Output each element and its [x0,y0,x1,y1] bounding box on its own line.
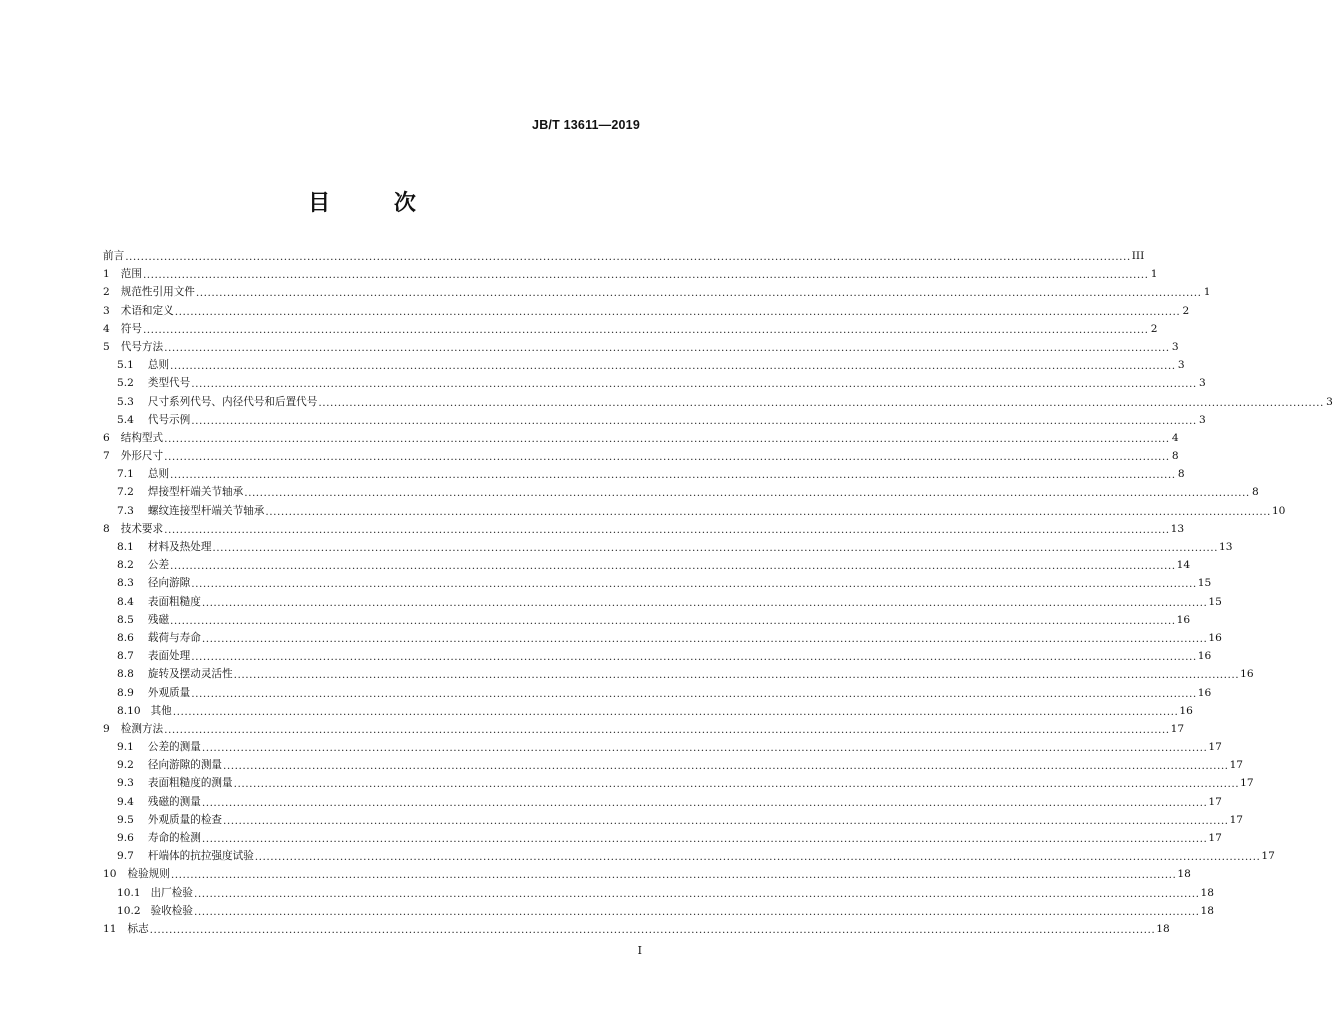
toc-entry [103,720,1185,738]
toc-entry-title: 径向游隙 [147,577,191,590]
toc-entry [103,338,1179,356]
toc-leader-dots: .................................................................................................................................................................................................................................................................... [201,596,1208,609]
toc-entry [103,429,1179,447]
toc-leader-dots: .................................................................................................................................................................................................................................................................... [170,360,1176,373]
toc-entry [103,611,1191,629]
toc-entry [103,320,1158,338]
toc-leader-dots: .................................................................................................................................................................................................................................................................... [191,687,1197,700]
toc-entry-number: 1 [103,268,110,281]
toc-entry-title: 公差的测量 [147,741,201,754]
toc-entry [103,629,1222,647]
toc-entry-number: 9.1 [117,741,134,754]
toc-leader-dots: .................................................................................................................................................................................................................................................................... [174,305,1181,318]
toc-entry-number: 7.3 [117,504,134,517]
toc-entry-title: 载荷与寿命 [147,631,201,644]
toc-entry-number: 6 [103,431,110,444]
toc-leader-dots: .................................................................................................................................................................................................................................................................... [172,705,1179,718]
toc-entry [103,702,1193,720]
toc-entry-number: 8.6 [117,631,134,644]
toc-leader-dots: .................................................................................................................................................................................................................................................................... [170,560,1176,573]
toc-entry [103,647,1212,665]
toc-entry-title: 径向游隙的测量 [147,759,223,772]
toc-entry-page: 13 [1170,522,1185,535]
toc-entry-number: 9.4 [117,795,134,808]
toc-entry-title: 范围 [120,268,142,281]
toc-entry-page: 10 [1271,504,1286,517]
toc-entry [103,920,1170,938]
toc-entry-number: 7 [103,450,110,463]
toc-entry-page: 15 [1197,577,1212,590]
toc-entry [103,593,1222,611]
toc-leader-dots: .................................................................................................................................................................................................................................................................... [223,814,1229,827]
toc-entry-title: 检测方法 [120,722,164,735]
toc-entry-title: 螺纹连接型杆端关节轴承 [147,504,265,517]
toc-entry-page: 18 [1177,868,1191,881]
toc-entry-page: 18 [1200,904,1214,917]
table-of-contents [103,247,1333,938]
toc-leader-dots: .................................................................................................................................................................................................................................................................... [254,851,1261,864]
toc-entry-page: 17 [1208,741,1222,754]
toc-entry-page: 16 [1197,686,1212,699]
toc-entry-title: 总则 [147,359,170,372]
toc-leader-dots: .................................................................................................................................................................................................................................................................... [201,742,1208,755]
toc-entry [103,847,1275,865]
toc-leader-dots: .................................................................................................................................................................................................................................................................... [191,578,1197,591]
toc-entry-number: 2 [103,286,110,299]
toc-entry [103,483,1259,501]
toc-entry [103,902,1214,920]
toc-entry-number: 7.1 [117,468,134,481]
toc-entry [103,793,1222,811]
toc-entry-page: 18 [1200,886,1214,899]
toc-entry-number: 7.2 [117,486,134,499]
toc-entry-number: 8.7 [117,650,134,663]
toc-entry-page: 16 [1179,704,1193,717]
toc-leader-dots: .................................................................................................................................................................................................................................................................... [244,487,1250,500]
toc-leader-dots: .................................................................................................................................................................................................................................................................... [164,723,1170,736]
toc-leader-dots: .................................................................................................................................................................................................................................................................... [265,505,1271,518]
toc-entry-page: 17 [1170,722,1185,735]
toc-leader-dots: .................................................................................................................................................................................................................................................................... [170,614,1176,627]
toc-entry [103,774,1254,792]
toc-leader-dots: .................................................................................................................................................................................................................................................................... [212,542,1218,554]
toc-entry-page: 17 [1208,795,1222,808]
toc-entry-title: 表面处理 [147,650,191,663]
toc-entry-number: 10.1 [117,886,141,899]
toc-entry-number: 3 [103,304,110,317]
toc-leader-dots: .................................................................................................................................................................................................................................................................... [164,523,1170,536]
toc-entry-number: 8.5 [117,613,134,626]
toc-entry [103,447,1179,465]
toc-leader-dots: .................................................................................................................................................................................................................................................................... [195,287,1202,300]
toc-entry-page: 16 [1240,668,1254,681]
toc-leader-dots: .................................................................................................................................................................................................................................................................... [233,669,1240,682]
toc-leader-dots: .................................................................................................................................................................................................................................................................... [191,378,1197,391]
toc-leader-dots: .................................................................................................................................................................................................................................................................... [191,651,1197,664]
toc-entry-page: 2 [1150,322,1158,335]
toc-entry-number: 9.6 [117,832,134,844]
toc-entry [103,465,1185,483]
toc-leader-dots: .................................................................................................................................................................................................................................................................... [142,269,1149,282]
toc-entry-title: 检验规则 [127,868,170,881]
toc-entry-number: 8.8 [117,668,134,681]
toc-entry-page: 8 [1252,486,1259,499]
toc-entry-title: 公差 [147,559,170,572]
toc-entry-page: III [1131,250,1145,262]
toc-entry-number: 9.3 [117,777,134,790]
toc-entry [103,538,1233,556]
toc-entry-title: 类型代号 [147,377,191,390]
toc-entry-number: 8.3 [117,577,134,590]
toc-entry-page: 2 [1182,304,1190,317]
toc-entry-title: 旋转及摆动灵活性 [147,668,233,681]
toc-leader-dots: .................................................................................................................................................................................................................................................................... [191,414,1197,427]
toc-entry-number: 8.1 [117,541,134,553]
toc-leader-dots: .................................................................................................................................................................................................................................................................... [193,887,1200,900]
toc-entry-number: 8.9 [117,686,134,699]
toc-entry-page: 8 [1171,450,1179,463]
toc-entry [103,411,1206,429]
toc-entry-page: 16 [1197,650,1212,663]
toc-entry-title: 外形尺寸 [120,450,164,463]
toc-leader-dots: .................................................................................................................................................................................................................................................................... [170,469,1176,482]
toc-entry-title: 验收检验 [150,904,193,917]
toc-entry-page: 13 [1218,541,1233,553]
toc-entry-title: 出厂检验 [150,886,193,899]
toc-entry-title: 尺寸系列代号、内径代号和后置代号 [147,395,318,408]
toc-entry-page: 17 [1240,777,1254,790]
toc-entry [103,520,1185,538]
toc-entry [103,374,1206,392]
toc-entry-title: 残磁的测量 [147,795,201,808]
toc-entry-number: 5 [103,340,110,353]
toc-entry-number: 11 [103,922,117,935]
toc-entry-title: 技术要求 [120,522,164,535]
toc-entry-title: 其他 [150,704,172,717]
toc-entry-number: 8.2 [117,559,134,572]
toc-leader-dots: .................................................................................................................................................................................................................................................................... [164,432,1170,445]
toc-entry [103,393,1333,411]
toc-entry-number: 8.4 [117,595,134,608]
toc-entry-page: 16 [1208,631,1222,644]
toc-entry-number: 9.2 [117,759,134,772]
toc-entry-title: 术语和定义 [120,304,174,317]
toc-leader-dots: .................................................................................................................................................................................................................................................................... [193,905,1200,918]
toc-entry-page: 4 [1171,431,1179,444]
toc-entry-number: 10 [103,868,117,881]
toc-entry-page: 16 [1176,613,1191,626]
toc-entry-number: 9 [103,722,110,735]
toc-entry-page: 18 [1156,922,1170,935]
toc-leader-dots: .................................................................................................................................................................................................................................................................... [201,833,1208,845]
toc-entry [103,556,1191,574]
toc-entry-number: 4 [103,322,110,335]
toc-leader-dots: .................................................................................................................................................................................................................................................................... [223,760,1229,773]
toc-leader-dots: .................................................................................................................................................................................................................................................................... [125,251,1131,263]
toc-entry-number: 8 [103,522,110,535]
page-number: I [637,944,642,957]
toc-entry-page: 3 [1199,413,1206,426]
toc-entry-number: 8.10 [117,704,141,717]
toc-entry-page: 14 [1176,559,1191,572]
toc-entry-page: 1 [1150,268,1158,281]
toc-entry-number: 9.7 [117,850,134,863]
toc-entry-title: 焊接型杆端关节轴承 [147,486,244,499]
toc-entry-title: 标志 [127,922,149,935]
toc-leader-dots: .................................................................................................................................................................................................................................................................... [164,451,1170,464]
toc-entry-title: 残磁 [147,613,170,626]
toc-leader-dots: .................................................................................................................................................................................................................................................................... [149,923,1156,936]
toc-leader-dots: .................................................................................................................................................................................................................................................................... [170,869,1177,882]
toc-entry-page: 15 [1208,595,1222,608]
toc-entry-title: 前言 [103,250,125,262]
toc-entry-title: 规范性引用文件 [120,286,195,299]
toc-entry-page: 1 [1203,286,1211,299]
toc-entry [103,302,1190,320]
toc-entry-page: 17 [1229,813,1244,826]
toc-entry [103,884,1214,902]
toc-entry-page: 3 [1199,377,1206,390]
toc-title: 目 次 [308,191,444,216]
toc-entry-number: 5.1 [117,359,134,372]
toc-entry-title: 外观质量的检查 [147,813,223,826]
toc-entry-number: 10.2 [117,904,141,917]
toc-entry [103,283,1211,301]
toc-entry-number: 5.3 [117,395,134,408]
toc-entry [103,684,1212,702]
toc-entry-title: 表面粗糙度的测量 [147,777,233,790]
toc-entry-title: 代号方法 [120,340,164,353]
toc-entry-page: 3 [1177,359,1185,372]
toc-entry [103,265,1158,283]
toc-leader-dots: .................................................................................................................................................................................................................................................................... [142,323,1149,336]
toc-entry-title: 材料及热处理 [147,541,212,553]
toc-entry-page: 17 [1208,832,1222,844]
toc-entry-title: 总则 [147,468,170,481]
toc-entry-page: 3 [1171,340,1179,353]
toc-entry-title: 寿命的检测 [147,832,201,844]
toc-entry-title: 符号 [120,322,142,335]
toc-entry-number: 9.5 [117,813,134,826]
toc-leader-dots: .................................................................................................................................................................................................................................................................... [201,796,1208,809]
toc-entry-page: 17 [1261,850,1275,863]
toc-leader-dots: .................................................................................................................................................................................................................................................................... [318,396,1324,409]
toc-entry [103,738,1222,756]
toc-entry-title: 代号示例 [147,413,191,426]
toc-entry [103,865,1191,883]
toc-entry [103,811,1244,829]
toc-entry [103,247,1145,265]
toc-entry-title: 杆端体的抗拉强度试验 [147,850,254,863]
toc-entry [103,502,1286,520]
toc-entry [103,665,1254,683]
toc-entry [103,356,1185,374]
toc-entry-page: 8 [1177,468,1185,481]
toc-entry [103,574,1212,592]
toc-entry-title: 表面粗糙度 [147,595,201,608]
toc-entry [103,756,1244,774]
toc-leader-dots: .................................................................................................................................................................................................................................................................... [201,632,1208,645]
toc-entry-title: 结构型式 [120,431,164,444]
toc-entry [103,829,1222,847]
document-code: JB/T 13611—2019 [532,118,640,132]
toc-entry-title: 外观质量 [147,686,191,699]
toc-entry-number: 5.4 [117,413,134,426]
toc-leader-dots: .................................................................................................................................................................................................................................................................... [233,778,1240,791]
toc-entry-number: 5.2 [117,377,134,390]
toc-entry-page: 3 [1326,395,1333,408]
toc-entry-page: 17 [1229,759,1244,772]
toc-leader-dots: .................................................................................................................................................................................................................................................................... [164,341,1170,354]
